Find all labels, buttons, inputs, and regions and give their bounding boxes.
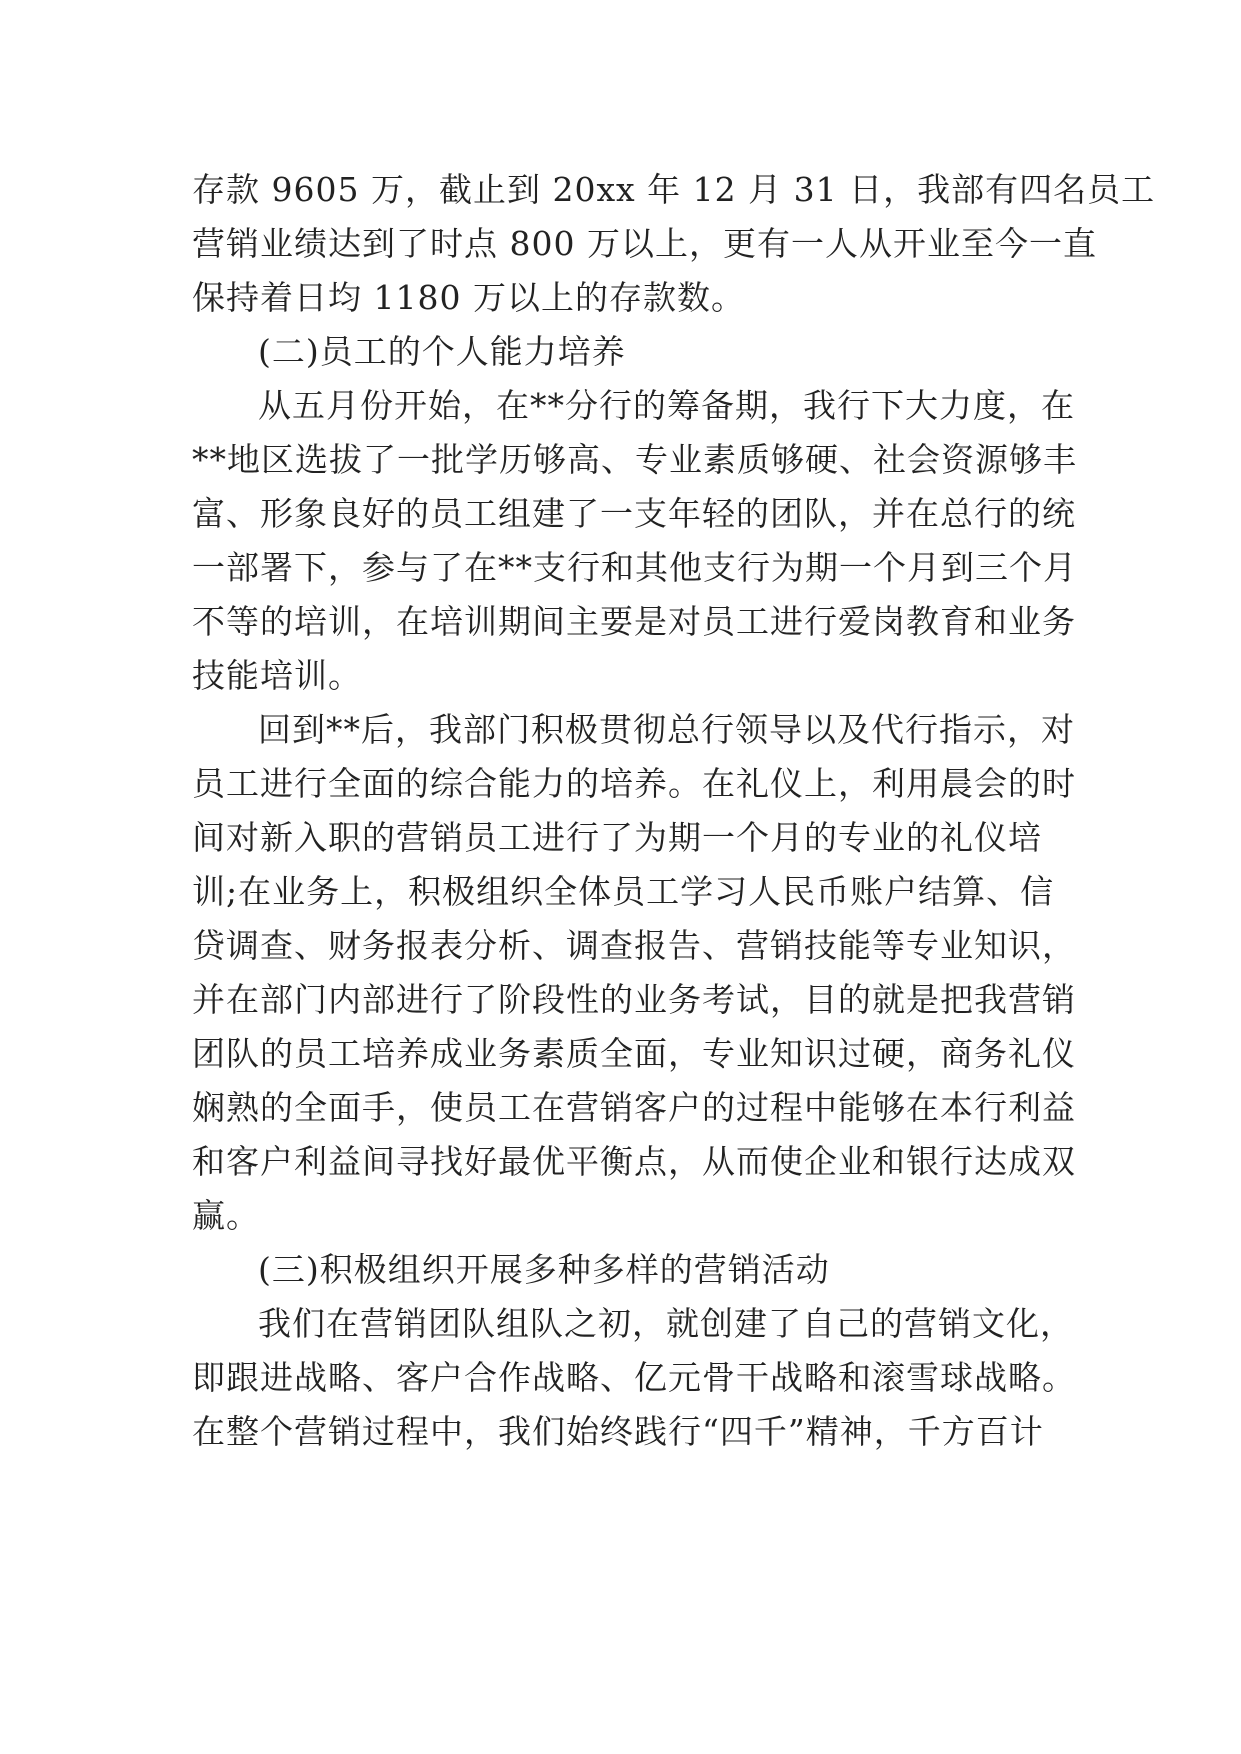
text-line: 并在部门内部进行了阶段性的业务考试，目的就是把我营销: [192, 980, 1076, 1019]
text-line: 营销业绩达到了时点 800 万以上，更有一人从开业至今一直: [192, 224, 1097, 263]
text-line: 不等的培训，在培训期间主要是对员工进行爱岗教育和业务: [192, 602, 1076, 641]
text-line: 一部署下，参与了在**支行和其他支行为期一个月到三个月: [192, 548, 1077, 587]
text-line: 娴熟的全面手，使员工在营销客户的过程中能够在本行利益: [192, 1088, 1076, 1127]
section-heading: (三)积极组织开展多种多样的营销活动: [258, 1250, 830, 1289]
text-line: 回到**后，我部门积极贯彻总行领导以及代行指示，对: [258, 710, 1075, 749]
text-line: 技能培训。: [192, 656, 362, 695]
text-line: 在整个营销过程中，我们始终践行“四千”精神，千方百计: [192, 1412, 1044, 1451]
text-line: 保持着日均 1180 万以上的存款数。: [192, 278, 745, 317]
text-line: 间对新入职的营销员工进行了为期一个月的专业的礼仪培: [192, 818, 1042, 857]
section-heading: (二)员工的个人能力培养: [258, 332, 626, 371]
text-line: **地区选拔了一批学历够高、专业素质够硬、社会资源够丰: [192, 440, 1077, 479]
text-line: 团队的员工培养成业务素质全面，专业知识过硬，商务礼仪: [192, 1034, 1076, 1073]
text-line: 员工进行全面的综合能力的培养。在礼仪上，利用晨会的时: [192, 764, 1076, 803]
text-line: 和客户利益间寻找好最优平衡点，从而使企业和银行达成双: [192, 1142, 1076, 1181]
text-line: 赢。: [192, 1196, 260, 1235]
text-line: 贷调查、财务报表分析、调查报告、营销技能等专业知识，: [192, 926, 1076, 965]
text-line: 我们在营销团队组队之初，就创建了自己的营销文化，: [258, 1304, 1074, 1343]
text-line: 训;在业务上，积极组织全体员工学习人民币账户结算、信: [192, 872, 1055, 911]
text-line: 即跟进战略、客户合作战略、亿元骨干战略和滚雪球战略。: [192, 1358, 1076, 1397]
text-line: 从五月份开始，在**分行的筹备期，我行下大力度，在: [258, 386, 1075, 425]
text-line: 存款 9605 万，截止到 20xx 年 12 月 31 日，我部有四名员工: [192, 170, 1156, 209]
text-line: 富、形象良好的员工组建了一支年轻的团队，并在总行的统: [192, 494, 1076, 533]
